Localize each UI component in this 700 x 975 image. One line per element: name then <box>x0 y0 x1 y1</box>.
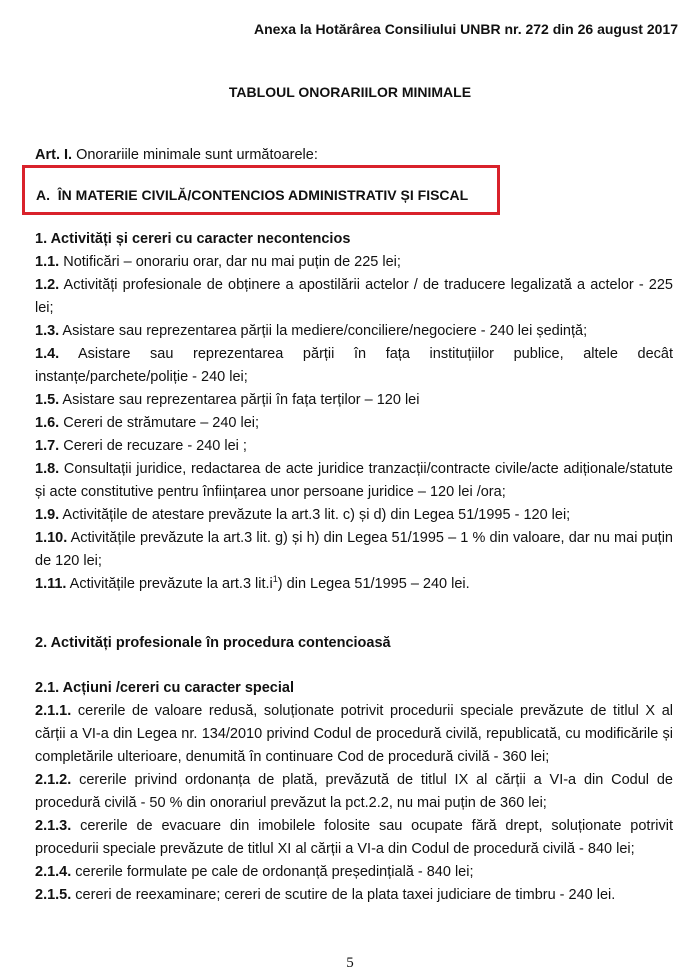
list-item <box>35 274 673 320</box>
item-number: 1.10. <box>35 530 68 546</box>
item-number: 1.9. <box>35 507 60 523</box>
item-text: Consultații juridice, redactarea de acte juridice tranzacții/contracte civile/acte adiționale/statute și acte constitutive pentru înființarea unor persoane juridice – 120 lei /ora; <box>35 461 673 500</box>
item-number: 1.2. <box>35 277 60 293</box>
item-text: Activități profesionale de obținere a apostilării actelor / de traducere legalizată a actelor - 225 lei; <box>35 277 673 316</box>
item-text: cererile de evacuare din imobilele folosite sau ocupate fără drept, soluționate potrivit procedurii speciale prevăzute de titlul XI al cărții a VI-a din Codul de procedură civilă - 840 lei; <box>35 818 673 857</box>
item-number: 2.1.4. <box>35 864 72 880</box>
item-number: 1.1. <box>35 254 60 270</box>
item-text: Cereri de strămutare – 240 lei; <box>59 415 260 431</box>
section-a-letter: A. <box>36 187 50 203</box>
list-item <box>35 884 673 907</box>
section-2-heading: 2. Activități profesionale în procedura contencioasă <box>35 635 391 651</box>
item-text: Cereri de recuzare - 240 lei ; <box>59 438 247 454</box>
spacer <box>35 596 673 632</box>
item-superscript: 1 <box>272 574 278 585</box>
list-item <box>35 527 673 573</box>
list-item <box>35 343 673 389</box>
item-number: 1.8. <box>35 461 60 477</box>
list-item <box>35 412 673 435</box>
item-text: Activitățile de atestare prevăzute la art.3 lit. c) și d) din Legea 51/1995 - 120 lei; <box>59 507 571 523</box>
item-text: Activitățile prevăzute la art.3 lit. g) și h) din Legea 51/1995 – 1 % din valoare, dar nu mai puțin de 120 lei; <box>35 530 673 569</box>
list-item <box>35 573 673 596</box>
section-a-heading <box>36 186 468 204</box>
article-label: Art. I. <box>35 147 73 163</box>
list-item <box>35 769 673 815</box>
item-number: 1.11. <box>35 576 67 592</box>
item-text: Notificări – onorariu orar, dar nu mai puțin de 225 lei; <box>59 254 401 270</box>
item-number: 2.1.2. <box>35 772 72 788</box>
article-intro <box>35 146 318 164</box>
item-text: cereri de reexaminare; cereri de scutire de la plata taxei judiciare de timbru - 240 lei. <box>71 887 616 903</box>
item-number: 2.1.5. <box>35 887 72 903</box>
item-text: cererile formulate pe cale de ordonanță președințială - 840 lei; <box>71 864 474 880</box>
item-number: 1.3. <box>35 323 60 339</box>
item-text: Asistare sau reprezentarea părții în fața instituțiilor publice, altele decât instanțe/parchete/poliție - 240 lei; <box>35 346 673 385</box>
list-item <box>35 389 673 412</box>
item-text: ) din Legea 51/1995 – 240 lei. <box>277 576 470 592</box>
article-text: Onorariile minimale sunt următoarele: <box>72 147 318 163</box>
list-item <box>35 458 673 504</box>
section-2-1-heading: 2.1. Acțiuni /cereri cu caracter special <box>35 680 294 696</box>
annex-header: Anexa la Hotărârea Consiliului UNBR nr. 272 din 26 august 2017 <box>253 21 678 37</box>
item-number: 1.4. <box>35 346 60 362</box>
list-item <box>35 504 673 527</box>
page-number: 5 <box>346 955 354 971</box>
spacer <box>35 655 673 677</box>
item-number: 1.5. <box>35 392 60 408</box>
item-number: 2.1.1. <box>35 703 72 719</box>
item-number: 2.1.3. <box>35 818 72 834</box>
page-title: TABLOUL ONORARIILOR MINIMALE <box>228 84 472 100</box>
item-text: cererile de valoare redusă, soluționate potrivit procedurii speciale prevăzute de titlul X al cărții a VI-a din Legea nr. 134/2010 privind Codul de procedură civilă, republicată, cu modificările și completările ulterioare, denumită în continuare Cod de procedură civilă - 360 lei; <box>35 703 673 765</box>
list-item <box>35 861 673 884</box>
list-item <box>35 815 673 861</box>
list-item <box>35 251 673 274</box>
list-item <box>35 700 673 769</box>
item-text: Activitățile prevăzute la art.3 lit.i <box>66 576 273 592</box>
document-body <box>35 228 673 907</box>
item-number: 1.6. <box>35 415 60 431</box>
item-text: cererile privind ordonanța de plată, prevăzută de titlul IX al cărții a VI-a din Codul de procedură civilă - 50 % din onorariul prevăzut la pct.2.2, nu mai puțin de 360 lei; <box>35 772 673 811</box>
item-text: Asistare sau reprezentarea părții în fața terților – 120 lei <box>59 392 420 408</box>
section-1-heading: 1. Activități și cereri cu caracter necontencios <box>35 231 351 247</box>
list-item <box>35 320 673 343</box>
list-item <box>35 435 673 458</box>
item-number: 1.7. <box>35 438 60 454</box>
item-text: Asistare sau reprezentarea părții la mediere/conciliere/negociere - 240 lei ședință; <box>59 323 588 339</box>
section-a-title: ÎN MATERIE CIVILĂ/CONTENCIOS ADMINISTRATIV ȘI FISCAL <box>57 187 469 203</box>
